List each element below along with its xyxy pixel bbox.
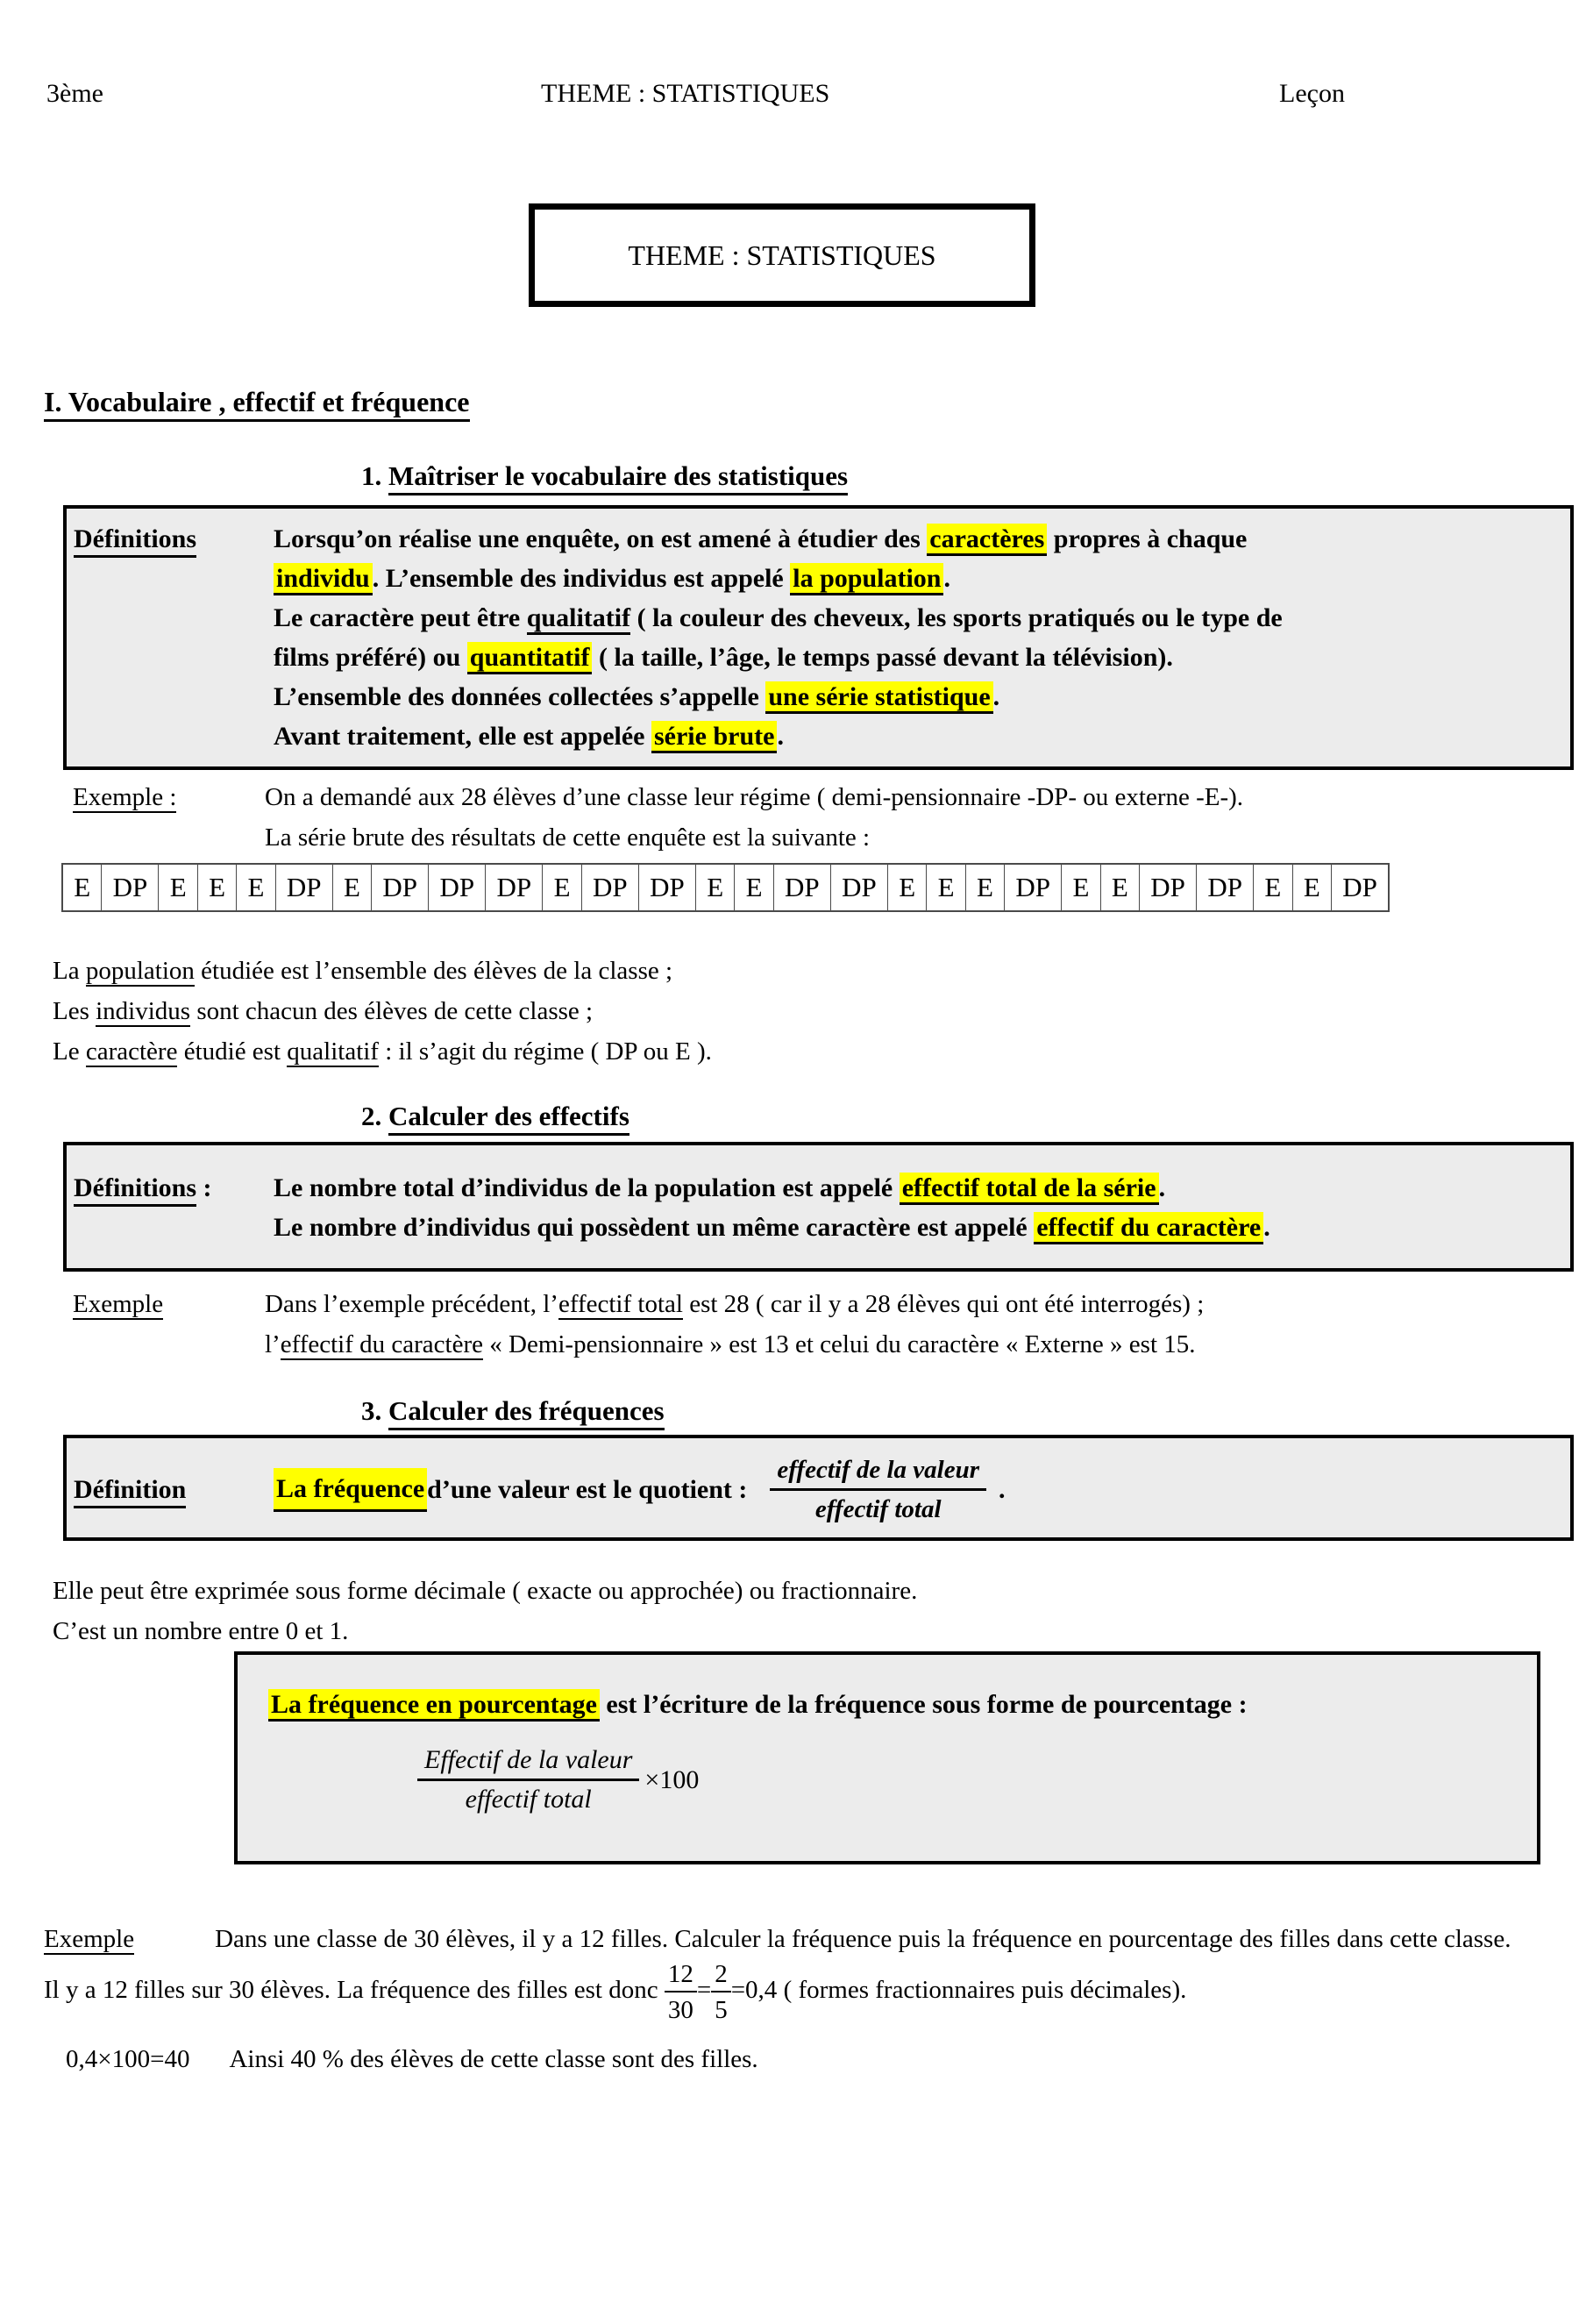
- definitions-box-vocabulary: [63, 505, 1574, 770]
- example-line: La série brute des résultats de cette enquête est la suivante :: [265, 823, 871, 852]
- analysis-line: Le caractère étudié est qualitatif : il s’agit du régime ( DP ou E ).: [53, 1037, 712, 1066]
- subsection-heading-1: [361, 458, 1586, 495]
- subsection-number: 3.: [361, 1395, 388, 1426]
- fraction: [711, 1959, 731, 2025]
- table-cell: DP: [1331, 865, 1388, 910]
- highlighted-term: série brute: [651, 721, 777, 753]
- definition-box-frequence: [63, 1435, 1574, 1541]
- table-cell: DP: [1004, 865, 1061, 910]
- underlined-term: individus: [96, 997, 191, 1025]
- table-cell: E: [695, 865, 734, 910]
- highlighted-term: quantitatif: [467, 642, 593, 674]
- title-box-text: THEME : STATISTIQUES: [628, 239, 936, 271]
- raw-series-table: [61, 863, 1390, 912]
- definition-line: individu . L’ensemble des individus est appelé la population .: [274, 559, 1556, 598]
- fraction-denominator: 30: [667, 1996, 693, 2024]
- example-body: [265, 1284, 1586, 1365]
- definition-line: Avant traitement, elle est appelée série brute .: [274, 716, 1556, 756]
- header-title: THEME : STATISTIQUES: [541, 79, 830, 108]
- definition-line: films préféré) ou quantitatif ( la taille, l’âge, le temps passé devant la télévision).: [274, 638, 1556, 677]
- fraction: [665, 1959, 697, 2025]
- table-cell: DP: [485, 865, 542, 910]
- table-cell: E: [1253, 865, 1291, 910]
- note-line: C’est un nombre entre 0 et 1.: [53, 1617, 349, 1645]
- highlighted-term: individu: [274, 563, 373, 595]
- underlined-term: effectif total: [558, 1290, 683, 1318]
- section-heading-main: I. Vocabulaire , effectif et fréquence: [44, 384, 1586, 419]
- fraction-numerator: effectif de la valeur: [770, 1454, 986, 1491]
- table-cell: DP: [101, 865, 158, 910]
- example-label: Exemple: [73, 1290, 164, 1318]
- fraction-denominator: 5: [715, 1996, 728, 2024]
- formula: 0,4×100=40: [66, 2045, 190, 2073]
- table-cell: E: [158, 865, 196, 910]
- example-line: Dans l’exemple précédent, l’effectif total est 28 ( car il y a 28 élèves qui ont été interrogés) ;: [265, 1290, 1205, 1318]
- example-block-3: [44, 1919, 1543, 1959]
- conclusion-text: Ainsi 40 % des élèves de cette classe sont des filles.: [229, 2045, 758, 2073]
- table-cell: DP: [371, 865, 428, 910]
- definition-label: Définition: [74, 1470, 274, 1509]
- table-cell: E: [74, 872, 91, 902]
- conclusion-line: [66, 2039, 1586, 2079]
- example-text: Dans une classe de 30 élèves, il y a 12 filles. Calculer la fréquence puis la fréquence en pourcentage des filles dans cette classe.: [215, 1925, 1511, 1953]
- table-cell: DP: [428, 865, 485, 910]
- table-cell: DP: [830, 865, 887, 910]
- highlighted-term: effectif total de la série: [900, 1173, 1159, 1205]
- percentage-formula: [417, 1744, 1511, 1815]
- fraction-denominator: effectif total: [814, 1495, 942, 1523]
- definition-line: Le nombre d’individus qui possèdent un même caractère est appelé effectif du caractère .: [274, 1208, 1556, 1247]
- title-box: [529, 203, 1035, 307]
- subsection-number: 2.: [361, 1101, 388, 1131]
- underlined-term: caractère: [85, 1037, 178, 1066]
- table-cell: E: [965, 865, 1004, 910]
- underlined-term: population: [85, 957, 195, 985]
- lesson-page: [0, 79, 1586, 2324]
- fraction-denominator: effectif total: [465, 1785, 592, 1814]
- definition-line: Le nombre total d’individus de la population est appelé effectif total de la série .: [274, 1168, 1556, 1208]
- table-cell: E: [1100, 865, 1139, 910]
- example-block-1: [44, 777, 1586, 858]
- fraction: [770, 1454, 986, 1525]
- subsection-number: 1.: [361, 460, 388, 491]
- underlined-term: qualitatif: [287, 1037, 379, 1066]
- highlighted-term: La fréquence: [274, 1468, 427, 1512]
- fraction-numerator: 2: [711, 1959, 731, 1993]
- table-cell: DP: [638, 865, 695, 910]
- definition-label: Définitions :: [74, 1168, 274, 1247]
- definition-body: [274, 1168, 1556, 1247]
- table-cell: DP: [581, 865, 638, 910]
- example-block-2: [44, 1284, 1586, 1365]
- underlined-term: qualitatif: [527, 603, 630, 635]
- table-cell: DP: [1139, 865, 1196, 910]
- analysis-line: La population étudiée est l’ensemble des élèves de la classe ;: [53, 957, 673, 985]
- definition-line: L’ensemble des données collectées s’appelle une série statistique .: [274, 677, 1556, 716]
- table-cell: DP: [773, 865, 830, 910]
- subsection-heading-3: [361, 1393, 1586, 1429]
- subsection-heading-2: [361, 1098, 1586, 1135]
- table-cell: E: [542, 865, 580, 910]
- analysis-paragraphs: [53, 951, 1586, 1072]
- example-label: Exemple :: [73, 783, 177, 811]
- subsection-title: Calculer des effectifs: [388, 1101, 629, 1136]
- table-cell: DP: [1196, 865, 1253, 910]
- percentage-box: [234, 1651, 1540, 1864]
- table-cell: E: [197, 865, 236, 910]
- example-body: [265, 777, 1586, 858]
- example-calculation: Il y a 12 filles sur 30 élèves. La fréquence des filles est donc $\frac{12}{30}$ = $\frac{2}{5}$ =0,4 ( formes fractionnaires puis décimales).: [44, 1960, 1187, 2024]
- subsection-title: Calculer des fréquences: [388, 1395, 665, 1430]
- frequency-notes: [53, 1571, 1586, 1651]
- table-cell: E: [1061, 865, 1099, 910]
- example-line: On a demandé aux 28 élèves d’une classe leur régime ( demi-pensionnaire -DP- ou externe -E-).: [265, 783, 1244, 811]
- underlined-term: effectif du caractère: [280, 1330, 483, 1358]
- fraction-numerator: 12: [665, 1959, 697, 1993]
- note-line: Elle peut être exprimée sous forme décimale ( exacte ou approchée) ou fractionnaire.: [53, 1577, 918, 1605]
- highlighted-term: La fréquence en pourcentage: [268, 1689, 600, 1722]
- definition-body: La fréquence d’une valeur est le quotient : $\frac{\text{effectif de la valeur}}{\text{effectif total}}$ .: [274, 1454, 1556, 1525]
- definition-line: Le caractère peut être qualitatif ( la couleur des cheveux, les sports pratiqués ou le type de: [274, 598, 1556, 638]
- table-cell: E: [332, 865, 371, 910]
- table-cell: E: [887, 865, 926, 910]
- highlighted-term: la population: [790, 563, 943, 595]
- percentage-definition: La fréquence en pourcentage est l’écriture de la fréquence sous forme de pourcentage :: [268, 1686, 1511, 1723]
- highlighted-term: effectif du caractère: [1034, 1212, 1263, 1244]
- table-cell: E: [734, 865, 772, 910]
- definition-line: Lorsqu’on réalise une enquête, on est amené à étudier des caractères propres à chaque: [274, 519, 1556, 559]
- highlighted-term: une série statistique: [765, 681, 992, 714]
- highlighted-term: caractères: [927, 524, 1047, 556]
- fraction: [417, 1744, 639, 1815]
- example-label: Exemple: [44, 1925, 135, 1953]
- header-grade: 3ème: [46, 79, 103, 108]
- header-doc-type: Leçon: [1279, 79, 1345, 108]
- subsection-title: Maîtriser le vocabulaire des statistiques: [388, 460, 848, 495]
- definition-label: Définitions: [74, 519, 274, 756]
- page-header: [44, 79, 1586, 112]
- definitions-box-effectifs: [63, 1142, 1574, 1272]
- table-cell: E: [926, 865, 964, 910]
- table-cell: DP: [275, 865, 332, 910]
- table-cell: E: [1292, 865, 1331, 910]
- times-100: ×100: [644, 1764, 700, 1794]
- analysis-line: Les individus sont chacun des élèves de cette classe ;: [53, 997, 594, 1025]
- table-cell: E: [236, 865, 274, 910]
- definition-body: [274, 519, 1556, 756]
- example-line: l’effectif du caractère « Demi-pensionnaire » est 13 et celui du caractère « Externe » est 15.: [265, 1330, 1196, 1358]
- fraction-numerator: Effectif de la valeur: [417, 1744, 639, 1781]
